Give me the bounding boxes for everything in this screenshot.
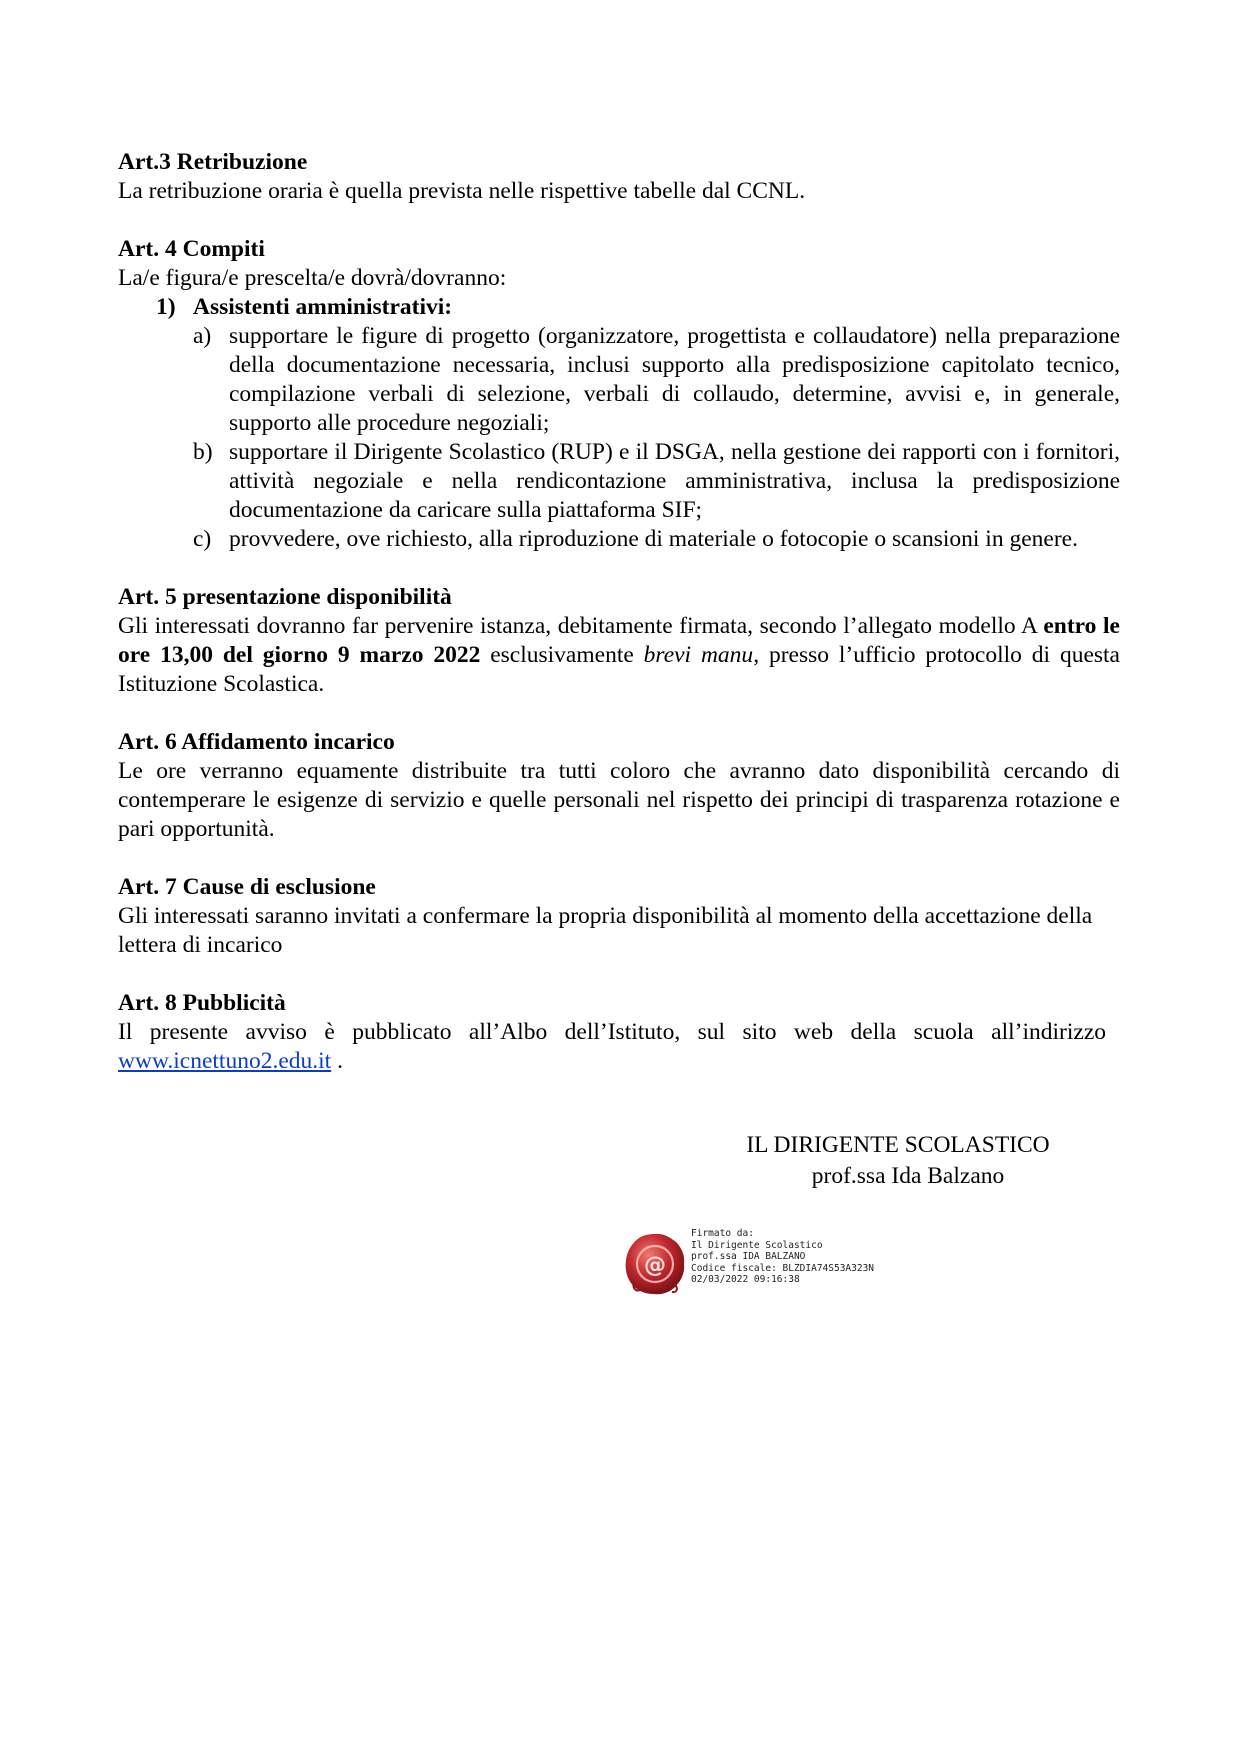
- list-item-text: supportare le figure di progetto (organizzatore, progettista e collaudatore) nella preparazione della documentazione necessaria, inclusi supporto alla predisposizione capitolato tecnico, compilazione verbali di selezione, verbali di collaudo, determine, avvisi e, in generale, supporto alle procedure negoziali;: [229, 323, 1120, 436]
- svg-text:@: @: [644, 1253, 666, 1278]
- list-item: [118, 525, 1120, 554]
- list-item: [118, 322, 1120, 438]
- section-art7: [118, 873, 1120, 960]
- signature-detail-line: Firmato da:: [691, 1228, 754, 1239]
- art8-heading: Art. 8 Pubblicità: [118, 990, 286, 1016]
- art8-text-part: Il presente avviso è pubblicato all’Albo dell’Istituto, sul sito web della scuola all’indirizzo: [118, 1019, 1106, 1045]
- section-art4: [118, 235, 1120, 554]
- art5-text-part: , presso l’ufficio protocollo di questa Istituzione Scolastica.: [118, 642, 1120, 697]
- signature-block: [738, 1130, 1058, 1192]
- digital-signature-stamp: [624, 1228, 924, 1298]
- art4-heading: Art. 4 Compiti: [118, 236, 265, 262]
- section-art3: [118, 148, 1120, 206]
- list-item-text: supportare il Dirigente Scolastico (RUP) e il DSGA, nella gestione dei rapporti con i fornitori, attività negoziale e nella rendicontazione amministrativa, inclusa la predisposizione documentazione da caricare sulla piattaforma SIF;: [229, 439, 1120, 523]
- art3-text: La retribuzione oraria è quella prevista nelle rispettive tabelle dal CCNL.: [118, 178, 806, 204]
- signature-detail-line: Codice fiscale: BLZDIA74S53A323N: [691, 1262, 875, 1274]
- art3-heading: Art.3 Retribuzione: [118, 149, 308, 175]
- signature-detail-line: prof.ssa IDA BALZANO: [691, 1251, 806, 1262]
- art5-heading: Art. 5 presentazione disponibilità: [118, 584, 452, 610]
- signature-detail-line: Il Dirigente Scolastico: [691, 1239, 823, 1251]
- art4-task-list: [118, 322, 1120, 554]
- list-item-label: b): [193, 439, 213, 465]
- wax-seal-at-icon: [624, 1232, 686, 1296]
- art5-text: [118, 612, 1120, 699]
- art4-group-title: Assistenti amministrativi:: [193, 294, 453, 320]
- art5-delivery-mode: brevi manu: [643, 642, 754, 668]
- art8-text-end: .: [331, 1048, 343, 1074]
- art6-text: Le ore verranno equamente distribuite tra tutti coloro che avranno dato disponibilità cercando di contemperare le esigenze di servizio e quelle personali nel rispetto dei principi di trasparenza rotazione e pari opportunità.: [118, 758, 1120, 842]
- signatory-role: IL DIRIGENTE SCOLASTICO: [746, 1132, 1050, 1158]
- list-item: [118, 438, 1120, 525]
- art6-heading: Art. 6 Affidamento incarico: [118, 729, 395, 755]
- art4-group-number: 1): [156, 294, 176, 320]
- signature-detail-line: 02/03/2022 09:16:38: [691, 1274, 800, 1285]
- list-item-label: a): [193, 323, 212, 349]
- document-body: [118, 148, 1120, 1105]
- art7-text: Gli interessati saranno invitati a confermare la propria disponibilità al momento della accettazione della lettera di incarico: [118, 903, 1093, 958]
- art5-deadline: entro le ore 13,00 del giorno 9 marzo 2022: [118, 613, 1120, 668]
- art4-group-heading: [118, 293, 1120, 322]
- section-art8: [118, 989, 1120, 1076]
- list-item-text: provvedere, ove richiesto, alla riproduzione di materiale o fotocopie o scansioni in genere.: [229, 526, 1078, 552]
- art7-heading: Art. 7 Cause di esclusione: [118, 874, 376, 900]
- section-art5: [118, 583, 1120, 699]
- art4-intro: La/e figura/e prescelta/e dovrà/dovranno:: [118, 265, 507, 291]
- art5-text-part: Gli interessati dovranno far pervenire istanza, debitamente firmata, secondo l’allegato modello A: [118, 613, 1044, 639]
- school-website-link[interactable]: www.icnettuno2.edu.it: [118, 1048, 332, 1074]
- signatory-name: prof.ssa Ida Balzano: [811, 1163, 1005, 1189]
- art8-text: [118, 1018, 1120, 1076]
- art5-text-part: esclusivamente: [480, 642, 644, 668]
- section-art6: [118, 728, 1120, 844]
- list-item-label: c): [193, 526, 212, 552]
- digital-signature-details: [691, 1228, 874, 1286]
